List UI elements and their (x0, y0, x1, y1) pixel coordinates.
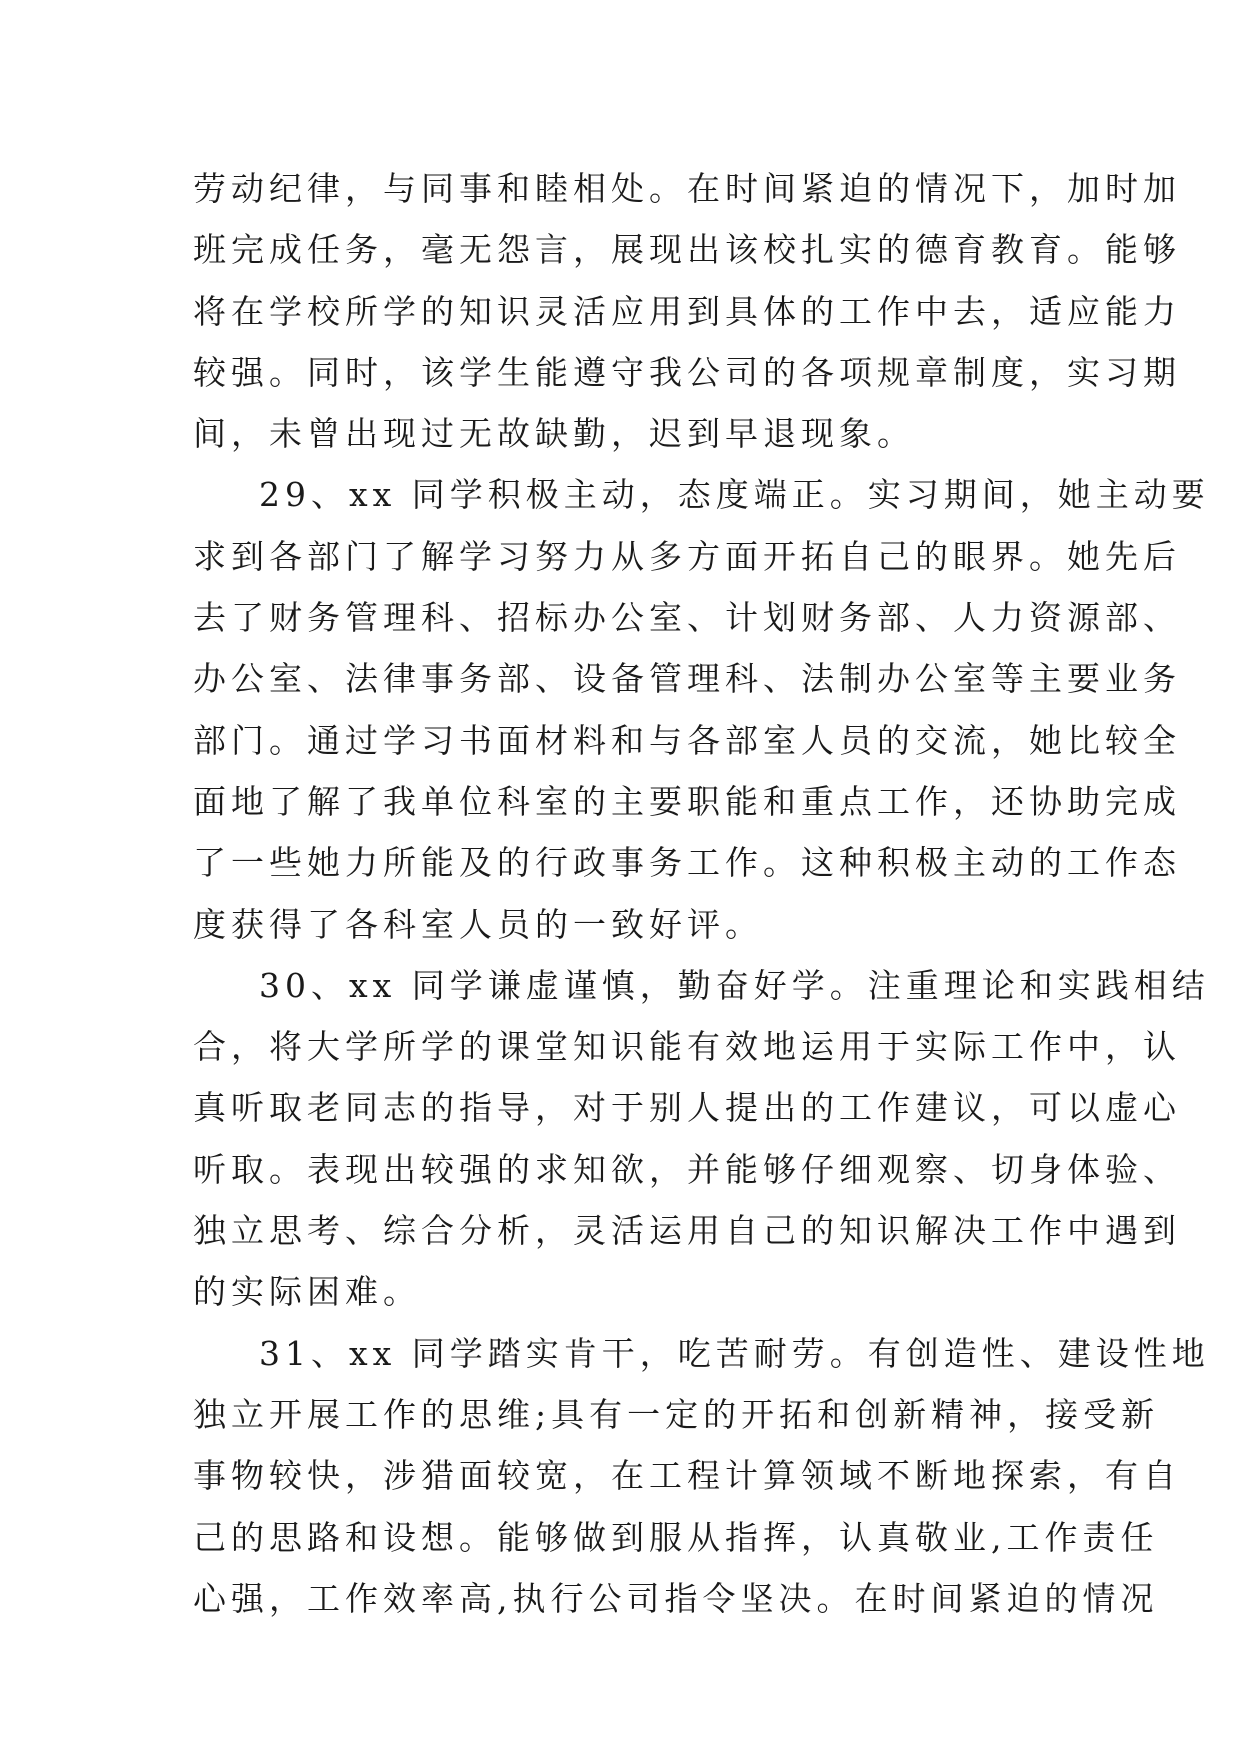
document-line: 30、xx 同学谦虚谨慎，勤奋好学。注重理论和实践相结 (259, 965, 1210, 1005)
document-line: 独立思考、综合分析，灵活运用自己的知识解决工作中遇到 (193, 1211, 1181, 1251)
document-line: 办公室、法律事务部、设备管理科、法制办公室等主要业务 (193, 659, 1181, 699)
document-line: 间，未曾出现过无故缺勤，迟到早退现象。 (193, 414, 915, 454)
document-line: 面地了解了我单位科室的主要职能和重点工作，还协助完成 (193, 781, 1181, 821)
document-line: 31、xx 同学踏实肯干，吃苦耐劳。有创造性、建设性地 (259, 1333, 1210, 1373)
document-line: 部门。通过学习书面材料和与各部室人员的交流，她比较全 (193, 720, 1181, 760)
document-line: 劳动纪律，与同事和睦相处。在时间紧迫的情况下，加时加 (193, 169, 1181, 208)
document-line: 将在学校所学的知识灵活应用到具体的工作中去，适应能力 (193, 291, 1181, 331)
document-body (193, 158, 1210, 1629)
document-line: 去了财务管理科、招标办公室、计划财务部、人力资源部、 (193, 598, 1181, 638)
document-line: 较强。同时，该学生能遵守我公司的各项规章制度，实习期 (193, 352, 1181, 392)
document-line: 度获得了各科室人员的一致好评。 (193, 904, 763, 944)
document-line: 了一些她力所能及的行政事务工作。这种积极主动的工作态 (193, 843, 1181, 883)
document-line: 29、xx 同学积极主动，态度端正。实习期间，她主动要 (259, 475, 1210, 515)
document-line: 合，将大学所学的课堂知识能有效地运用于实际工作中，认 (193, 1027, 1181, 1067)
document-line: 真听取老同志的指导，对于别人提出的工作建议，可以虚心 (193, 1088, 1181, 1128)
document-line: 的实际困难。 (193, 1272, 421, 1312)
document-line: 事物较快，涉猎面较宽，在工程计算领域不断地探索，有自 (193, 1456, 1181, 1496)
document-line: 独立开展工作的思维;具有一定的开拓和创新精神，接受新 (193, 1394, 1160, 1434)
document-line: 心强，工作效率高,执行公司指令坚决。在时间紧迫的情况 (193, 1578, 1159, 1618)
document-line: 己的思路和设想。能够做到服从指挥，认真敬业,工作责任 (193, 1517, 1159, 1557)
document-line: 求到各部门了解学习努力从多方面开拓自己的眼界。她先后 (193, 536, 1181, 576)
document-line: 班完成任务，毫无怨言，展现出该校扎实的德育教育。能够 (193, 230, 1181, 270)
document-line: 听取。表现出较强的求知欲，并能够仔细观察、切身体验、 (193, 1149, 1181, 1189)
